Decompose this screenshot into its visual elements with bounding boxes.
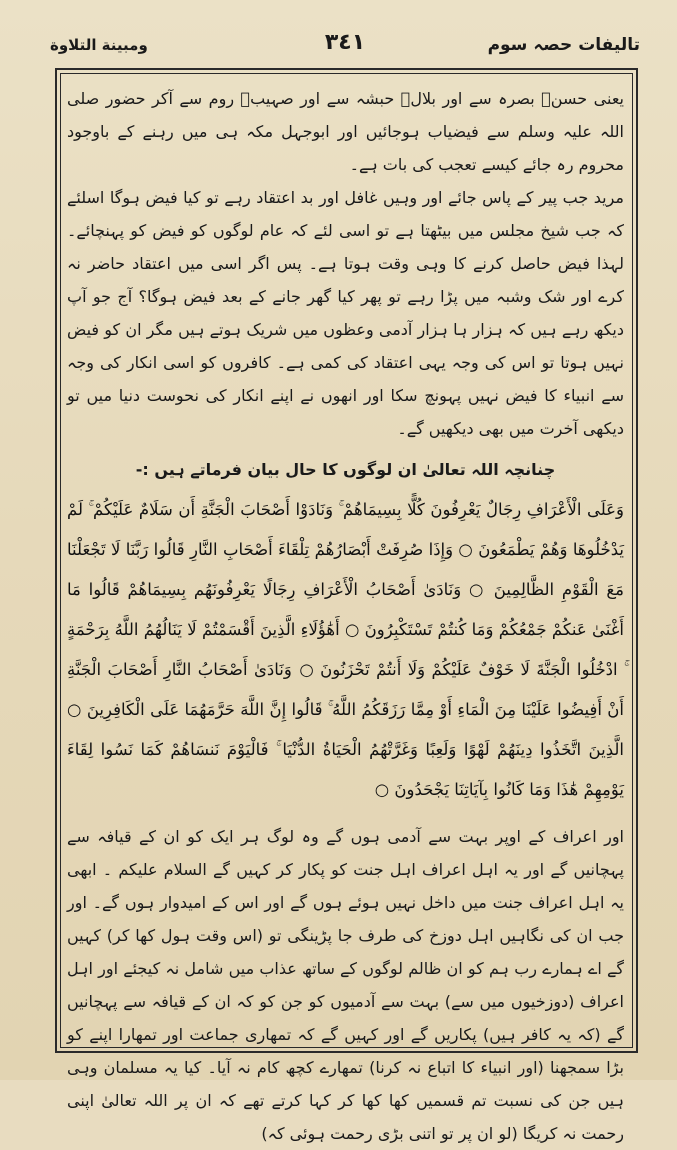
quran-verses: وَعَلَى الْأَعْرَافِ رِجَالٌ يَعْرِفُونَ كُلًّا بِسِيمَاهُمْ ۚ وَنَادَوْا أَصْحَابَ الْجَنَّةِ أَن سَلَامٌ عَلَيْكُمْ ۚ لَمْ يَدْخُلُوهَا وَهُمْ يَطْمَعُونَ ○ وَإِذَا صُرِفَتْ أَبْصَارُهُمْ تِلْقَاءَ أَصْحَابِ النَّارِ قَالُوا رَبَّنَا لَا تَجْعَلْنَا مَعَ الْقَوْمِ الظَّالِمِينَ ○ وَنَادَىٰ أَصْحَابُ الْأَعْرَافِ رِجَالًا يَعْرِفُونَهُم بِسِيمَاهُمْ قَالُوا مَا أَغْنَىٰ عَنكُمْ جَمْعُكُمْ وَمَا كُنتُمْ تَسْتَكْبِرُونَ ○ أَهَٰؤُلَاءِ الَّذِينَ أَقْسَمْتُمْ لَا يَنَالُهُمُ اللَّهُ بِرَحْمَةٍ ۚ ادْخُلُوا الْجَنَّةَ لَا خَوْفٌ عَلَيْكُمْ وَلَا أَنتُمْ تَحْزَنُونَ ○ وَنَادَىٰ أَصْحَابُ النَّارِ أَصْحَابَ الْجَنَّةِ أَنْ أَفِيضُوا عَلَيْنَا مِنَ الْمَاءِ أَوْ مِمَّا رَزَقَكُمُ اللَّهُ ۚ قَالُوا إِنَّ اللَّهَ حَرَّمَهُمَا عَلَى الْكَافِرِينَ ○ الَّذِينَ اتَّخَذُوا دِينَهُمْ لَهْوًا وَلَعِبًا وَغَرَّتْهُمُ الْحَيَاةُ الدُّنْيَا ۚ فَالْيَوْمَ نَنسَاهُمْ كَمَا نَسُوا لِقَاءَ يَوْمِهِمْ هَٰذَا وَمَا كَانُوا بِآيَاتِنَا يَجْحَدُونَ ○ xyxy=(67,500,624,799)
verse-introduction: چنانچہ اللہ تعالیٰ ان لوگوں کا حال بیان فرماتے ہیں :- xyxy=(135,460,556,479)
page-number: ٣٤١ xyxy=(324,30,366,55)
paragraph-2: مرید جب پیر کے پاس جائے اور وہیں غافل اور بد اعتقاد رہے تو کیا فیض ہوگا اسلئے کہ جب شیخ مجلس میں بیٹھتا ہے تو اسی لئے کہ عام لوگوں کو فیض کو پہنچائے۔ لہذا فیض حاصل کرنے کا وہی وقت ہوتا ہے۔ پس اگر اسی میں اعتقاد حاضر نہ کرے اور شک وشبہ میں پڑا رہے تو پھر کیا گھر جانے کے بعد فیض ہوگا؟ آج جو آپ دیکھ رہے ہیں کہ ہزار ہا ہزار آدمی وعظوں میں شریک ہوتے ہیں مگر ان کو فیض نہیں ہوتا تو اس کی وجہ یہی اعتقاد کی کمی ہے۔ کافروں کو اسی انکار کی وجہ سے انبیاء کا فیض نہیں پہونچ سکا اور انھوں نے اپنے انکار کی نحوست دنیا میں تو دیکھی آخرت میں بھی دیکھیں گے۔ xyxy=(67,188,624,438)
header-chapter-title: ومبينة التلاوة xyxy=(50,36,148,54)
paragraph-1: یعنی حسنؓ بصرہ سے اور بلالؓ حبشہ سے اور صہیبؓ روم سے آکر حضور صلی اللہ علیہ وسلم سے فیضیاب ہوجائیں اور ابوجہل مکہ ہی میں رہنے کے باوجود محروم رہ جائے کیسے تعجب کی بات ہے۔ xyxy=(67,89,624,174)
page-content xyxy=(67,82,624,1150)
header-book-title: تالیفات حصہ سوم xyxy=(487,35,640,55)
page-header xyxy=(50,28,640,68)
text-frame xyxy=(55,68,638,1143)
paragraph-3-translation: اور اعراف کے اوپر بہت سے آدمی ہوں گے وہ لوگ ہر ایک کو ان کے قیافہ سے پہچانیں گے اور یہ اہل اعراف اہل جنت کو پکار کر کہیں گے السلام علیکم ۔ ابھی یہ اہل اعراف جنت میں داخل نہیں ہوئے ہوں گے اور اس کے امیدوار ہوں گے۔ اور جب ان کی نگاہیں اہل دوزخ کی طرف جا پڑینگی تو (اس وقت ہول کھا کر) کہیں گے اے ہمارے رب ہم کو ان ظالم لوگوں کے ساتھ عذاب میں شامل نہ کیجئے اور اہل اعراف (دوزخیوں میں سے) بہت سے آدمیوں کو جن کو کہ ان کے قیافہ سے پہچانیں گے (کہ یہ کافر ہیں) پکاریں گے اور کہیں گے کہ تمھاری جماعت اور تمھارا اپنے کو بڑا سمجھنا (اور انبیاء کا اتباع نہ کرنا) تمھارے کچھ کام نہ آیا۔ کیا یہ مسلمان وہی ہیں جن کی نسبت تم قسمیں کھا کھا کر کہا کرتے تھے کہ ان پر اللہ تعالیٰ اپنی رحمت نہ کریگا (لو ان پر تو اتنی بڑی رحمت ہوئی کہ) xyxy=(67,827,624,1143)
